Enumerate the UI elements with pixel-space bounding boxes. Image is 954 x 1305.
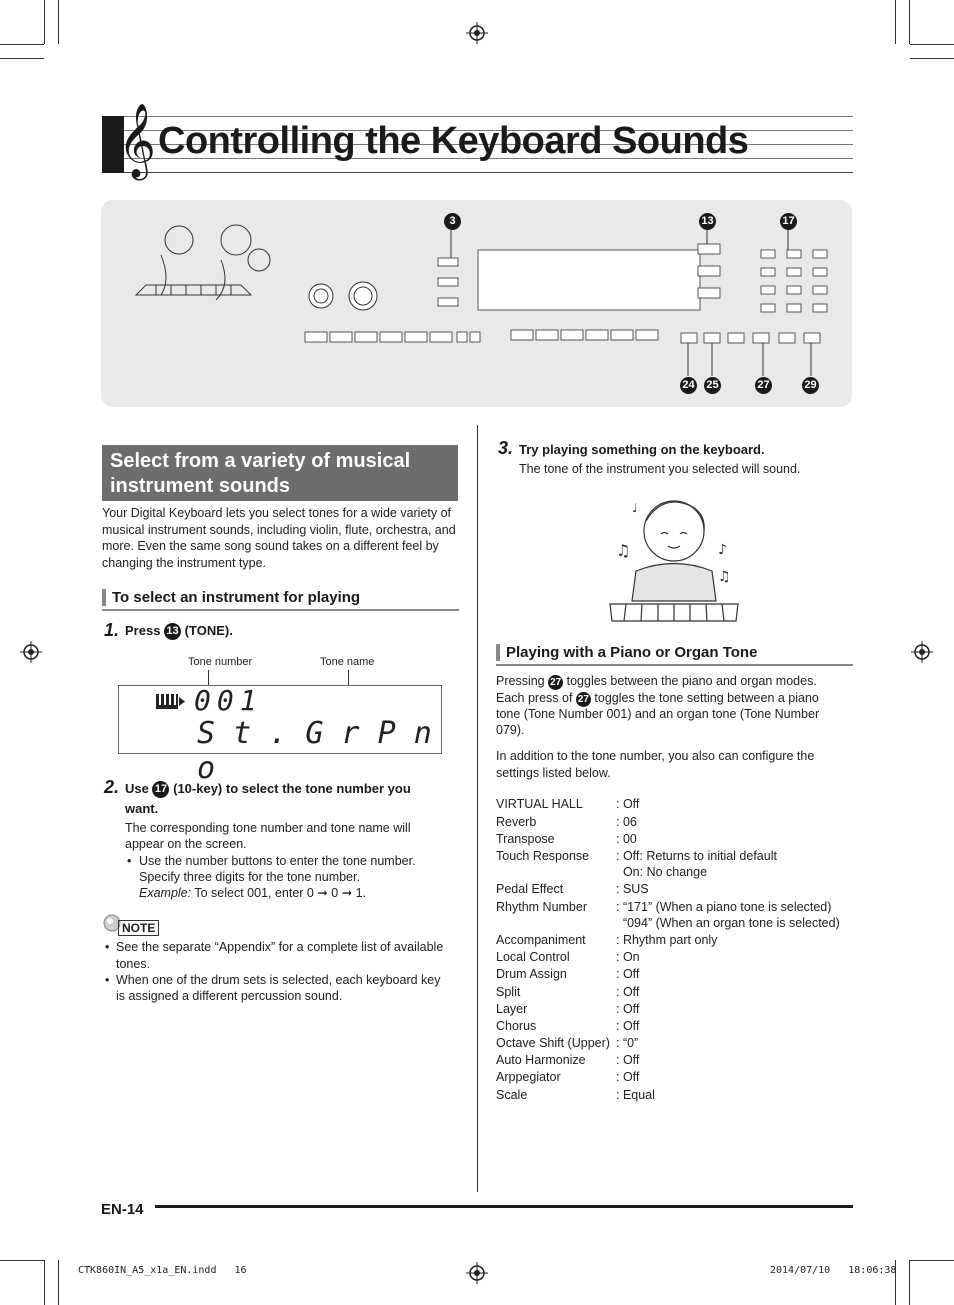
step-3-desc: The tone of the instrument you selected will sound.: [519, 462, 801, 476]
keyboard-panel-illustration: [101, 200, 852, 407]
lcd-tone-name: S t . G r P n o: [197, 716, 432, 786]
step-3-title: Try playing something on the keyboard.: [519, 442, 765, 457]
registration-mark-left: [20, 641, 42, 663]
setting-key: Accompaniment: [496, 933, 586, 947]
step-2-example: Example: To select 001, enter 0 ➞ 0 ➞ 1.: [139, 886, 367, 900]
subheading-piano-organ: Playing with a Piano or Organ Tone: [496, 644, 757, 661]
registration-mark-bottom: [466, 1262, 488, 1284]
step-1-text: Press 13 (TONE).: [125, 623, 233, 638]
note-label: NOTE: [118, 920, 159, 936]
step-2-desc-1: The corresponding tone number and tone name will: [125, 821, 411, 835]
subheading-select-instrument: To select an instrument for playing: [102, 589, 360, 606]
piano-organ-p5: In addition to the tone number, you also can configure the: [496, 749, 815, 763]
lcd-tone-number: 001: [194, 684, 263, 717]
child-playing-illustration: [606, 486, 746, 622]
setting-value: : “0”: [616, 1036, 639, 1050]
step-1-number: 1.: [104, 620, 120, 640]
callout-13-inline: 13: [164, 623, 181, 640]
note-1b: tones.: [116, 957, 151, 971]
svg-text:♫: ♫: [718, 569, 731, 585]
svg-text:♫: ♫: [616, 541, 631, 560]
setting-key: Touch Response: [496, 849, 590, 863]
setting-key: Arppegiator: [496, 1070, 561, 1084]
setting-value: : 00: [616, 832, 637, 846]
step-3-number: 3.: [498, 438, 514, 458]
callout-24: 24: [680, 377, 697, 394]
piano-organ-p1: Pressing 27 toggles between the piano and organ modes.: [496, 674, 817, 688]
setting-key: Auto Harmonize: [496, 1053, 586, 1067]
callout-27: 27: [755, 377, 772, 394]
setting-value: : Off: [616, 1053, 640, 1067]
callout-25: 25: [704, 377, 721, 394]
setting-value: : On: [616, 950, 640, 964]
note-1a: See the separate “Appendix” for a complete list of available: [116, 940, 444, 954]
callout-13: 13: [699, 213, 716, 230]
step-2-text: Use 17 (10-key) to select the tone number you: [125, 781, 411, 796]
footer-rule: [155, 1205, 853, 1208]
registration-mark-right: [911, 641, 933, 663]
setting-value: : Off: [616, 797, 640, 811]
setting-key: Chorus: [496, 1019, 537, 1033]
step-2-desc-2: appear on the screen.: [125, 837, 247, 851]
note-2b: is assigned a different percussion sound.: [116, 989, 343, 1003]
lcd-display: [118, 684, 442, 786]
column-divider: [477, 425, 478, 1192]
lcd-label-tone-name: Tone name: [320, 656, 375, 668]
note-2a: When one of the drum sets is selected, each keyboard key: [116, 973, 441, 987]
section-heading: Select from a variety of musical instrument sounds: [102, 445, 458, 501]
page-number: EN-14: [101, 1201, 144, 1218]
setting-key: Reverb: [496, 815, 537, 829]
setting-value: : Rhythm part only: [616, 933, 718, 947]
page-title: Controlling the Keyboard Sounds: [158, 120, 749, 162]
lcd-label-tone-number: Tone number: [188, 656, 253, 668]
piano-organ-p6: settings listed below.: [496, 766, 611, 780]
step-2-text-cont: want.: [125, 801, 159, 816]
callout-3: 3: [444, 213, 461, 230]
callout-29: 29: [802, 377, 819, 394]
step-2-bullet-1: Use the number buttons to enter the tone number.: [139, 854, 416, 868]
timestamp: 2014/07/10 18:06:38: [770, 1265, 897, 1276]
setting-key: Drum Assign: [496, 967, 567, 981]
setting-key: Rhythm Number: [496, 900, 587, 914]
setting-key: Octave Shift (Upper): [496, 1036, 610, 1050]
registration-mark-top: [466, 22, 488, 44]
setting-value: : Off: [616, 1002, 640, 1016]
callout-27-inline-2: 27: [577, 694, 589, 705]
setting-value: : Off: [616, 1019, 640, 1033]
piano-keys-icon: [156, 694, 186, 710]
treble-clef-icon: 𝄞: [118, 104, 156, 178]
piano-organ-p4: 079).: [496, 723, 525, 737]
intro-paragraph: Your Digital Keyboard lets you select tones for a wide variety of musical instrument sounds, including violin, flute, orchestra, and more. Even the same song sound takes on a different feel by changing the instrument type.: [102, 506, 456, 570]
svg-text:♩: ♩: [632, 501, 638, 515]
setting-key: Pedal Effect: [496, 882, 564, 896]
setting-key: VIRTUAL HALL: [496, 797, 583, 811]
setting-key: Local Control: [496, 950, 570, 964]
callout-17-inline: 17: [152, 781, 169, 798]
setting-key: Transpose: [496, 832, 555, 846]
setting-key: Split: [496, 985, 521, 999]
setting-key: Scale: [496, 1088, 528, 1102]
setting-value: : Off: Returns to initial default: [616, 849, 777, 863]
step-2-bullet-2: Specify three digits for the tone number.: [139, 870, 360, 884]
callout-27-inline-1: 27: [550, 677, 562, 688]
setting-value: : Off: [616, 967, 640, 981]
setting-value: : Off: [616, 1070, 640, 1084]
callout-17: 17: [780, 213, 797, 230]
svg-text:♪: ♪: [718, 542, 727, 558]
piano-organ-p3: tone (Tone Number 001) and an organ tone (Tone Number: [496, 707, 820, 721]
step-2-number: 2.: [104, 777, 120, 797]
file-info: CTK860IN_A5_x1a_EN.indd 16: [78, 1265, 247, 1276]
piano-organ-p2: Each press of 27 toggles the tone setting between a piano: [496, 691, 819, 705]
setting-value: : Equal: [616, 1088, 655, 1102]
setting-value: “094” (When an organ tone is selected): [616, 916, 840, 930]
setting-value: : Off: [616, 985, 640, 999]
setting-value: : “171” (When a piano tone is selected): [616, 900, 832, 914]
setting-value: : 06: [616, 815, 637, 829]
setting-key: Layer: [496, 1002, 528, 1016]
setting-value: : SUS: [616, 882, 649, 896]
setting-value: On: No change: [616, 865, 708, 879]
